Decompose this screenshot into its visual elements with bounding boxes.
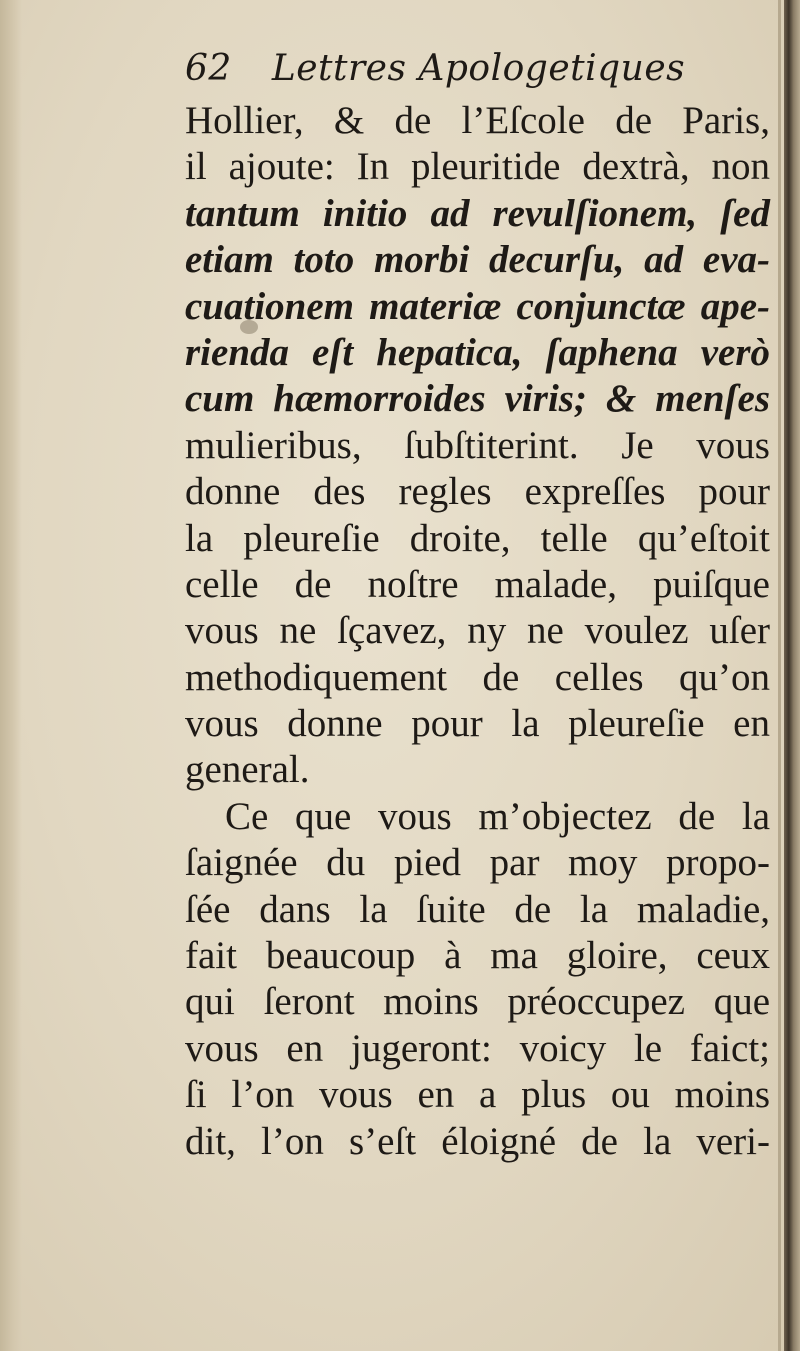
text-line: vous donne pour la pleureſie en xyxy=(185,702,770,746)
running-head xyxy=(185,40,775,98)
text-line: ſi l’on vous en a plus ou moins xyxy=(185,1073,770,1117)
text-line: vous en jugeront: voicy le faict; xyxy=(185,1026,770,1070)
text-line: dit, l’on s’eſt éloigné de la veri- xyxy=(185,1119,770,1163)
page-number: 62 xyxy=(185,48,232,89)
binding-gutter xyxy=(0,0,22,1351)
text-line: mulieribus, ſubſtiterint. Je vous xyxy=(185,423,770,467)
text-line: rienda eſt hepatica, ſaphena verò xyxy=(185,330,770,374)
text-line: ſaignée du pied par moy propo- xyxy=(185,841,770,885)
text-line: cum hæmorroides viris; & menſes xyxy=(185,377,770,421)
text-line: Hollier, & de l’Eſcole de Paris, xyxy=(185,99,770,142)
text-line: etiam toto morbi decurſu, ad eva- xyxy=(185,238,770,282)
text-line: Ce que vous m’objectez de la xyxy=(225,794,770,838)
text-line: cuationem materiæ conjunctæ ape- xyxy=(185,284,770,328)
page-edge xyxy=(784,0,800,1351)
text-line: methodiquement de celles qu’on xyxy=(185,655,770,699)
text-line: il ajoute: In pleuritide dextrà, non xyxy=(185,145,770,189)
text-line: donne des regles expreſſes pour xyxy=(185,470,770,514)
text-line: celle de noſtre malade, puiſque xyxy=(185,562,770,606)
text-line: general. xyxy=(185,748,310,792)
text-line: vous ne ſçavez, ny ne voulez uſer xyxy=(185,609,770,653)
text-block xyxy=(185,40,775,1165)
text-line: qui ſeront moins préoccupez que xyxy=(185,980,770,1024)
text-line: la pleureſie droite, telle qu’eſtoit xyxy=(185,516,770,560)
text-line: fait beaucoup à ma gloire, ceux xyxy=(185,934,770,978)
text-line: tantum initio ad revulſionem, ſed xyxy=(185,191,770,235)
running-title: Lettres Apologetiques xyxy=(271,48,686,89)
page-edge-line xyxy=(778,0,781,1351)
text-line: ſée dans la ſuite de la maladie, xyxy=(185,887,770,931)
